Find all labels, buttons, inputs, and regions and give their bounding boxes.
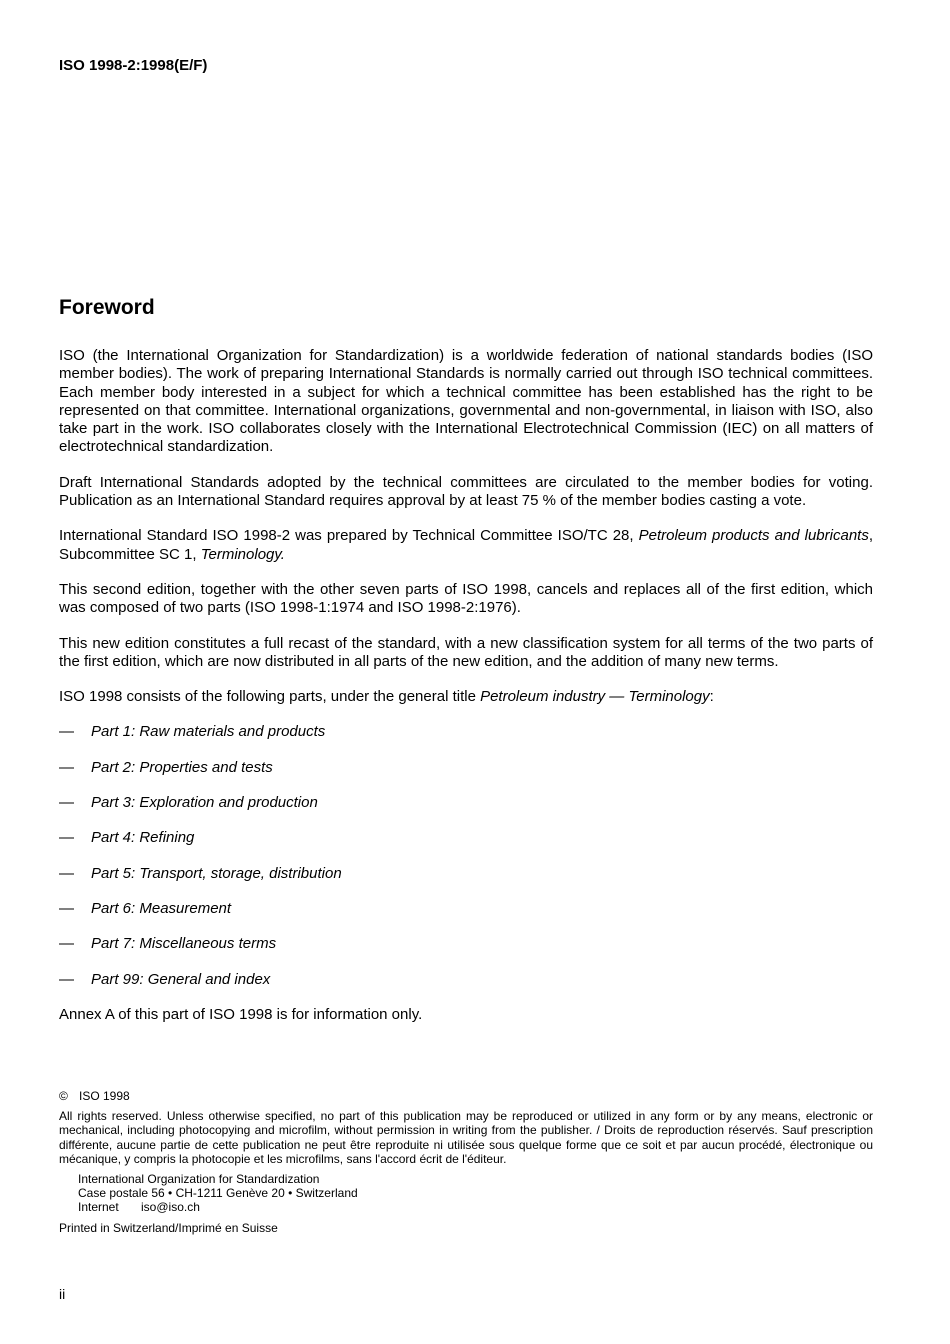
paragraph-new-edition: This new edition constitutes a full recast of the standard, with a new classification system for all terms of the two parts of the first edition, which are now distributed in all parts of the new edition, and the addition of many new terms.	[59, 634, 873, 670]
foreword-body	[59, 347, 873, 1041]
document-id: ISO 1998-2:1998(E/F)	[59, 57, 208, 74]
list-item	[59, 829, 873, 847]
printed-in: Printed in Switzerland/Imprimé en Suisse	[59, 1220, 278, 1235]
publisher-address	[78, 1172, 873, 1215]
dash-marker: —	[59, 935, 74, 953]
prepared-by-mid: , Subcommittee SC 1,	[59, 527, 873, 563]
dash-marker: —	[59, 864, 74, 882]
paragraph-prepared-by	[59, 527, 873, 564]
organization-name: International Organization for Standardization	[78, 1172, 320, 1187]
paragraph-voting: Draft International Standards adopted by the technical committees are circulated to the member bodies for voting. Publication as an International Standard requires approval by at least 75 % of the member bodies casting a vote.	[59, 473, 873, 510]
parts-intro-text: ISO 1998 consists of the following parts, under the general title	[59, 688, 481, 706]
list-item	[59, 723, 873, 741]
general-title: Petroleum industry — Terminology	[480, 688, 710, 706]
part-title: Part 6: Measurement	[91, 899, 232, 917]
committee-name: Petroleum products and lubricants	[638, 527, 869, 545]
parts-intro-suffix: :	[709, 688, 714, 706]
page-number: ii	[59, 1286, 66, 1302]
internet-line	[78, 1200, 873, 1214]
dash-marker: —	[59, 794, 74, 812]
paragraph-second-edition: This second edition, together with the other seven parts of ISO 1998, cancels and replaces all of the first edition, which was composed of two parts (ISO 1998-1:1974 and ISO 1998-2:1976).	[59, 580, 873, 617]
list-item	[59, 759, 873, 777]
paragraph-parts-intro	[59, 688, 873, 706]
subcommittee-name: Terminology.	[200, 545, 285, 563]
list-item	[59, 900, 873, 918]
copyright-line	[59, 1089, 873, 1103]
dash-marker: —	[59, 899, 74, 917]
part-title: Part 99: General and index	[91, 970, 271, 988]
annex-note: Annex A of this part of ISO 1998 is for information only.	[59, 1005, 423, 1023]
list-item	[59, 865, 873, 883]
parts-list	[59, 723, 873, 988]
internet-label: Internet	[78, 1200, 119, 1215]
list-item	[59, 794, 873, 812]
part-title: Part 2: Properties and tests	[91, 758, 273, 776]
dash-marker: —	[59, 723, 74, 741]
copyright-holder: ISO 1998	[79, 1089, 130, 1103]
part-title: Part 4: Refining	[91, 829, 195, 847]
list-item	[59, 971, 873, 989]
dash-marker: —	[59, 829, 74, 847]
part-title: Part 7: Miscellaneous terms	[91, 935, 277, 953]
internet-email: iso@iso.ch	[141, 1200, 200, 1215]
postal-address: Case postale 56 • CH-1211 Genève 20 • Switzerland	[78, 1186, 358, 1201]
copyright-icon: ©	[59, 1089, 68, 1103]
paragraph-iso-intro: ISO (the International Organization for Standardization) is a worldwide federation of national standards bodies (ISO member bodies). The work of preparing International Standards is normally carried out through ISO technical committees. Each member body interested in a subject for which a technical committee has been established has the right to be represented on that committee. International organizations, governmental and non-governmental, in liaison with ISO, also take part in the work. ISO collaborates closely with the International Electrotechnical Commission (IEC) on all matters of electrotechnical standardization.	[59, 347, 873, 456]
list-item	[59, 935, 873, 953]
part-title: Part 3: Exploration and production	[91, 794, 318, 812]
dash-marker: —	[59, 758, 74, 776]
part-title: Part 5: Transport, storage, distribution	[91, 864, 342, 882]
part-title: Part 1: Raw materials and products	[91, 723, 326, 741]
rights-statement: All rights reserved. Unless otherwise specified, no part of this publication may be reproduced or utilized in any form or by any means, electronic or mechanical, including photocopying and microfilm, without permission in writing from the publisher. / Droits de reproduction réservés. Sauf prescription différente, aucune partie de cette publication ne peut être reproduite ni utilisée sous quelque forme que ce soit et par aucun procédé, électronique ou mécanique, y compris la photocopie et les microfilms, sans l'accord écrit de l'éditeur.	[59, 1109, 873, 1166]
copyright-block	[59, 1089, 873, 1235]
dash-marker: —	[59, 970, 74, 988]
prepared-by-text: International Standard ISO 1998-2 was prepared by Technical Committee ISO/TC 28,	[59, 527, 639, 545]
page-title: Foreword	[59, 296, 155, 319]
